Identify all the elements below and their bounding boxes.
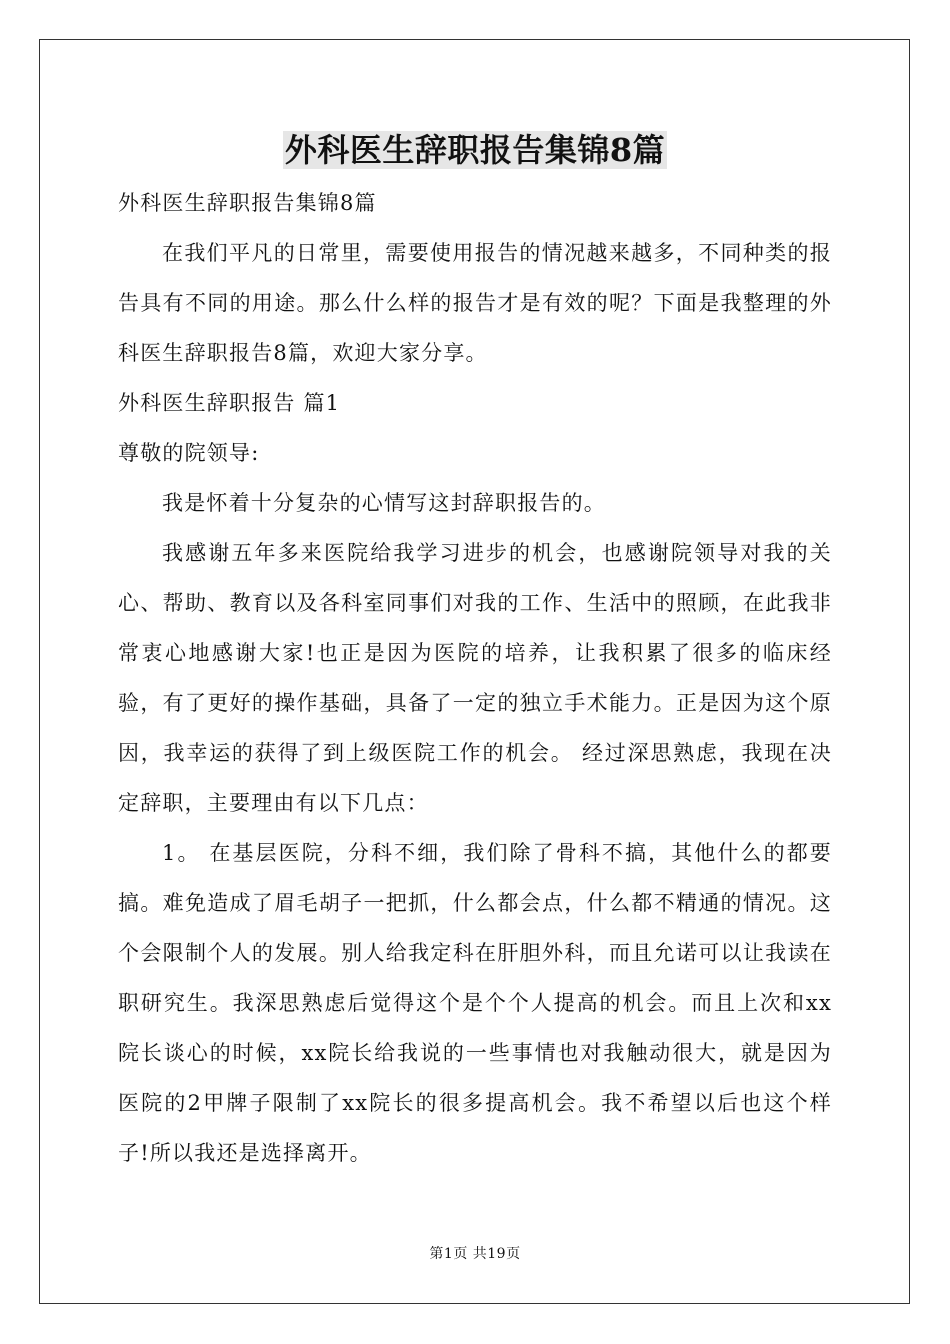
- document-title: [118, 128, 832, 172]
- body-paragraph-2: 我感谢五年多来医院给我学习进步的机会，也感谢院领导对我的关心、帮助、教育以及各科室同事们对我的工作、生活中的照顾，在此我非常衷心地感谢大家!也正是因为医院的培养，让我积累了很多的临床经验，有了更好的操作基础，具备了一定的独立手术能力。正是因为这个原因，我幸运的获得了到上级医院工作的机会。 经过深思熟虑，我现在决定辞职，主要理由有以下几点：: [118, 541, 832, 815]
- document-body: [118, 128, 832, 1178]
- salutation: 尊敬的院领导:: [118, 441, 260, 465]
- body-paragraph-3: 1。 在基层医院，分科不细，我们除了骨科不搞，其他什么的都要搞。难免造成了眉毛胡子一把抓，什么都会点，什么都不精通的情况。这个会限制个人的发展。别人给我定科在肝胆外科，而且允诺可以让我读在职研究生。我深思熟虑后觉得这个是个个人提高的机会。而且上次和xx院长谈心的时候，xx院长给我说的一些事情也对我触动很大，就是因为医院的2甲牌子限制了xx院长的很多提高机会。我不希望以后也这个样子!所以我还是选择离开。: [118, 841, 832, 1165]
- intro-paragraph: 在我们平凡的日常里，需要使用报告的情况越来越多，不同种类的报告具有不同的用途。那么什么样的报告才是有效的呢？下面是我整理的外科医生辞职报告8篇，欢迎大家分享。: [118, 241, 832, 365]
- body-paragraph-1: 我是怀着十分复杂的心情写这封辞职报告的。: [162, 491, 606, 515]
- section-heading: 外科医生辞职报告 篇1: [118, 391, 341, 415]
- document-subtitle: 外科医生辞职报告集锦8篇: [118, 191, 377, 215]
- page-footer: 第1页 共19页: [429, 1246, 521, 1262]
- document-title-text: 外科医生辞职报告集锦8篇: [284, 131, 666, 169]
